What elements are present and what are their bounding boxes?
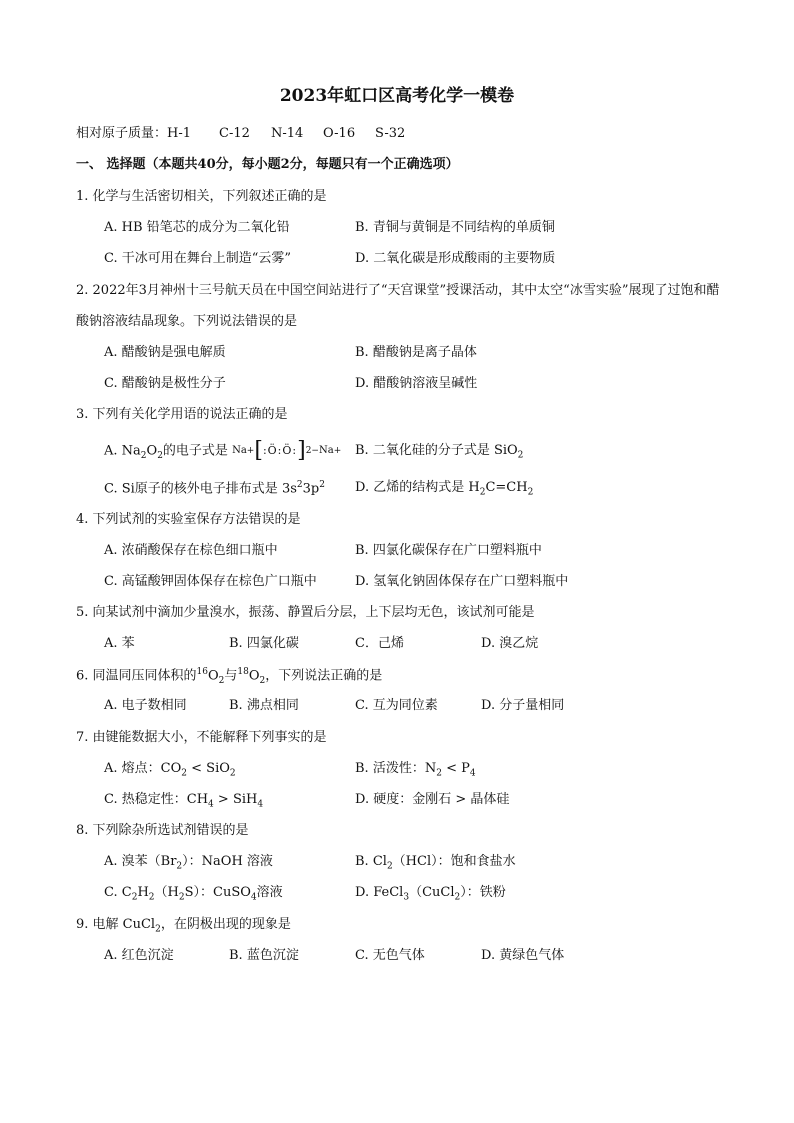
question-6-option-a: A. 电子数相同: [104, 698, 187, 713]
option-text: 3p: [302, 481, 320, 497]
lewis-bracket-left: [: [254, 438, 263, 463]
option-text: S）：CuSO: [184, 885, 251, 900]
option-text: C. Si原子的核外电子排布式是 3s: [104, 481, 297, 497]
question-5-option-d: D. 溴乙烷: [481, 636, 539, 651]
subscript: 2: [148, 892, 155, 903]
option-text: > SiH: [213, 792, 258, 807]
question-2-option-a: A. 醋酸钠是强电解质: [104, 345, 226, 360]
question-8-option-c: [104, 885, 283, 903]
option-text: （H: [154, 885, 179, 900]
atomic-mass-s: S-32: [375, 126, 406, 141]
question-3-option-d: [355, 480, 533, 498]
subscript: 2: [181, 768, 187, 779]
question-9-option-d: D. 黄绿色气体: [481, 948, 565, 963]
option-text: D. FeCl: [355, 885, 404, 900]
atomic-mass-c: C-12: [219, 126, 250, 141]
superscript: 16: [196, 667, 208, 677]
subscript: 2: [218, 675, 225, 686]
subscript: 2: [386, 861, 393, 872]
stem-text: 9. 电解 CuCl: [76, 917, 156, 932]
question-6-option-c: C. 互为同位素: [355, 698, 438, 713]
question-9-stem: [76, 917, 291, 935]
question-8-option-a: [104, 854, 273, 872]
subscript: 2: [157, 451, 163, 462]
question-2-option-d: D. 醋酸钠溶液呈碱性: [355, 376, 478, 391]
lewis-charge: 2−: [305, 445, 319, 456]
question-9-option-c: C. 无色气体: [355, 948, 425, 963]
question-9-option-b: B. 蓝色沉淀: [229, 948, 299, 963]
question-6-option-b: B. 沸点相同: [229, 698, 299, 713]
question-7-option-d: D. 硬度：金刚石 > 晶体硅: [355, 792, 510, 807]
atomic-mass-line: [76, 126, 427, 142]
subscript: 4: [257, 799, 264, 810]
option-text: B. 活泼性：N: [355, 761, 437, 776]
question-7-option-a: [104, 761, 236, 779]
question-4-stem: 4. 下列试剂的实验室保存方法错误的是: [76, 512, 301, 527]
option-text: ）：NaOH 溶液: [182, 854, 273, 869]
option-text: O: [146, 443, 158, 459]
question-2-option-c: C. 醋酸钠是极性分子: [104, 376, 226, 391]
subscript: 2: [176, 861, 183, 872]
stem-text: O: [248, 668, 260, 684]
atomic-mass-h: H-1: [167, 126, 192, 141]
question-6-stem: [76, 667, 382, 687]
option-text: C=CH: [485, 480, 528, 495]
question-7-stem: 7. 由键能数据大小，不能解释下列事实的是: [76, 730, 327, 745]
question-6-option-d: D. 分子量相同: [481, 698, 565, 713]
question-2-stem: 2. 2022年3月神州十三号航天员在中国空间站进行了“天宫课堂”授课活动，其中太空“冰雪实验”展现了过饱和醋酸钠溶液结晶现象。下列说法错误的是: [76, 283, 720, 329]
option-text: C. C: [104, 885, 132, 900]
subscript: 2: [229, 768, 236, 779]
option-text: B. Cl: [355, 854, 387, 869]
option-text: < SiO: [187, 761, 230, 776]
question-8-stem: 8. 下列除杂所选试剂错误的是: [76, 823, 249, 838]
question-8-option-d: [355, 885, 506, 903]
option-text: A. 熔点：CO: [104, 761, 182, 776]
stem-text: O: [208, 668, 219, 684]
subscript: 2: [479, 487, 486, 498]
superscript: 2: [296, 480, 303, 490]
option-text: 的电子式是: [162, 443, 228, 459]
superscript: 18: [237, 667, 249, 677]
stem-text: ，下列说法正确的是: [265, 668, 383, 684]
option-text: B. 二氧化硅的分子式是 SiO: [355, 443, 518, 458]
question-3-stem: 3. 下列有关化学用语的说法正确的是: [76, 407, 288, 422]
question-1-option-a: A. HB 铅笔芯的成分为二氧化铅: [104, 220, 290, 235]
atomic-mass-n: N-14: [271, 126, 304, 141]
subscript: 2: [140, 451, 147, 462]
option-text: H: [137, 885, 149, 900]
question-3-option-b: [355, 443, 523, 461]
stem-text: 与: [224, 668, 238, 684]
question-2-option-b: B. 醋酸钠是离子晶体: [355, 345, 477, 360]
question-7-option-c: [104, 792, 263, 810]
lewis-peroxide: :Ö:Ö:: [262, 444, 298, 458]
question-5-option-a: A. 苯: [104, 636, 135, 651]
question-4-option-d: D. 氢氧化钠固体保存在广口塑料瓶中: [355, 574, 569, 589]
lewis-na: Na: [232, 445, 247, 456]
option-text: D. 乙烯的结构式是 H: [355, 480, 480, 495]
question-1-option-c: C. 干冰可用在舞台上制造“云雾”: [104, 251, 292, 266]
question-1-stem: 1. 化学与生活密切相关，下列叙述正确的是: [76, 189, 327, 204]
subscript: 3: [403, 892, 410, 903]
option-text: 溶液: [256, 885, 283, 900]
page-title: 2023年虹口区高考化学一模卷: [279, 86, 515, 106]
question-7-option-b: [355, 761, 476, 779]
question-4-option-a: A. 浓硝酸保存在棕色细口瓶中: [104, 543, 278, 558]
subscript: 2: [178, 892, 185, 903]
option-text: < P: [441, 761, 470, 776]
subscript: 4: [208, 799, 214, 810]
question-1-option-d: D. 二氧化碳是形成酸雨的主要物质: [355, 251, 556, 266]
option-text: A. Na: [104, 443, 141, 459]
section-heading: 一、 选择题（本题共40分，每小题2分，每题只有一个正确选项）: [76, 157, 459, 172]
atomic-mass-label: 相对原子质量：: [76, 126, 168, 141]
lewis-na: Na: [318, 445, 334, 456]
option-text: （CuCl: [409, 885, 455, 900]
option-text: ）：铁粉: [460, 885, 506, 900]
superscript: 2: [319, 480, 325, 490]
subscript: 4: [469, 768, 476, 779]
question-8-option-b: [355, 854, 516, 872]
stem-text: 6. 同温同压同体积的: [76, 668, 197, 684]
question-5-stem: 5. 向某试剂中滴加少量溴水，振荡、静置后分层，上下层均无色，该试剂可能是: [76, 605, 535, 620]
question-5-option-c: C．己烯: [355, 636, 404, 651]
lewis-structure: Na + [ :Ö:Ö: ] 2− Na +: [232, 438, 342, 463]
option-text: （HCl）：饱和食盐水: [392, 854, 516, 869]
question-9-option-a: A. 红色沉淀: [104, 948, 174, 963]
subscript: 2: [259, 675, 266, 686]
subscript: 2: [517, 450, 524, 461]
subscript: 2: [155, 924, 161, 935]
subscript: 2: [454, 892, 461, 903]
question-5-option-b: B. 四氯化碳: [229, 636, 299, 651]
option-text: C. 热稳定性：CH: [104, 792, 209, 807]
subscript: 2: [131, 892, 138, 903]
question-4-option-c: C. 高锰酸钾固体保存在棕色广口瓶中: [104, 574, 317, 589]
question-3-option-a: [104, 440, 341, 462]
stem-text: ，在阴极出现的现象是: [160, 917, 291, 932]
lewis-bracket-right: ]: [297, 438, 306, 463]
subscript: 4: [250, 892, 257, 903]
atomic-mass-o: O-16: [323, 126, 356, 141]
subscript: 2: [527, 487, 534, 498]
question-4-option-b: B. 四氯化碳保存在广口塑料瓶中: [355, 543, 542, 558]
question-3-option-c: [104, 480, 325, 497]
subscript: 2: [436, 768, 442, 779]
question-1-option-b: B. 青铜与黄铜是不同结构的单质铜: [355, 220, 555, 235]
option-text: A. 溴苯（Br: [104, 854, 177, 869]
